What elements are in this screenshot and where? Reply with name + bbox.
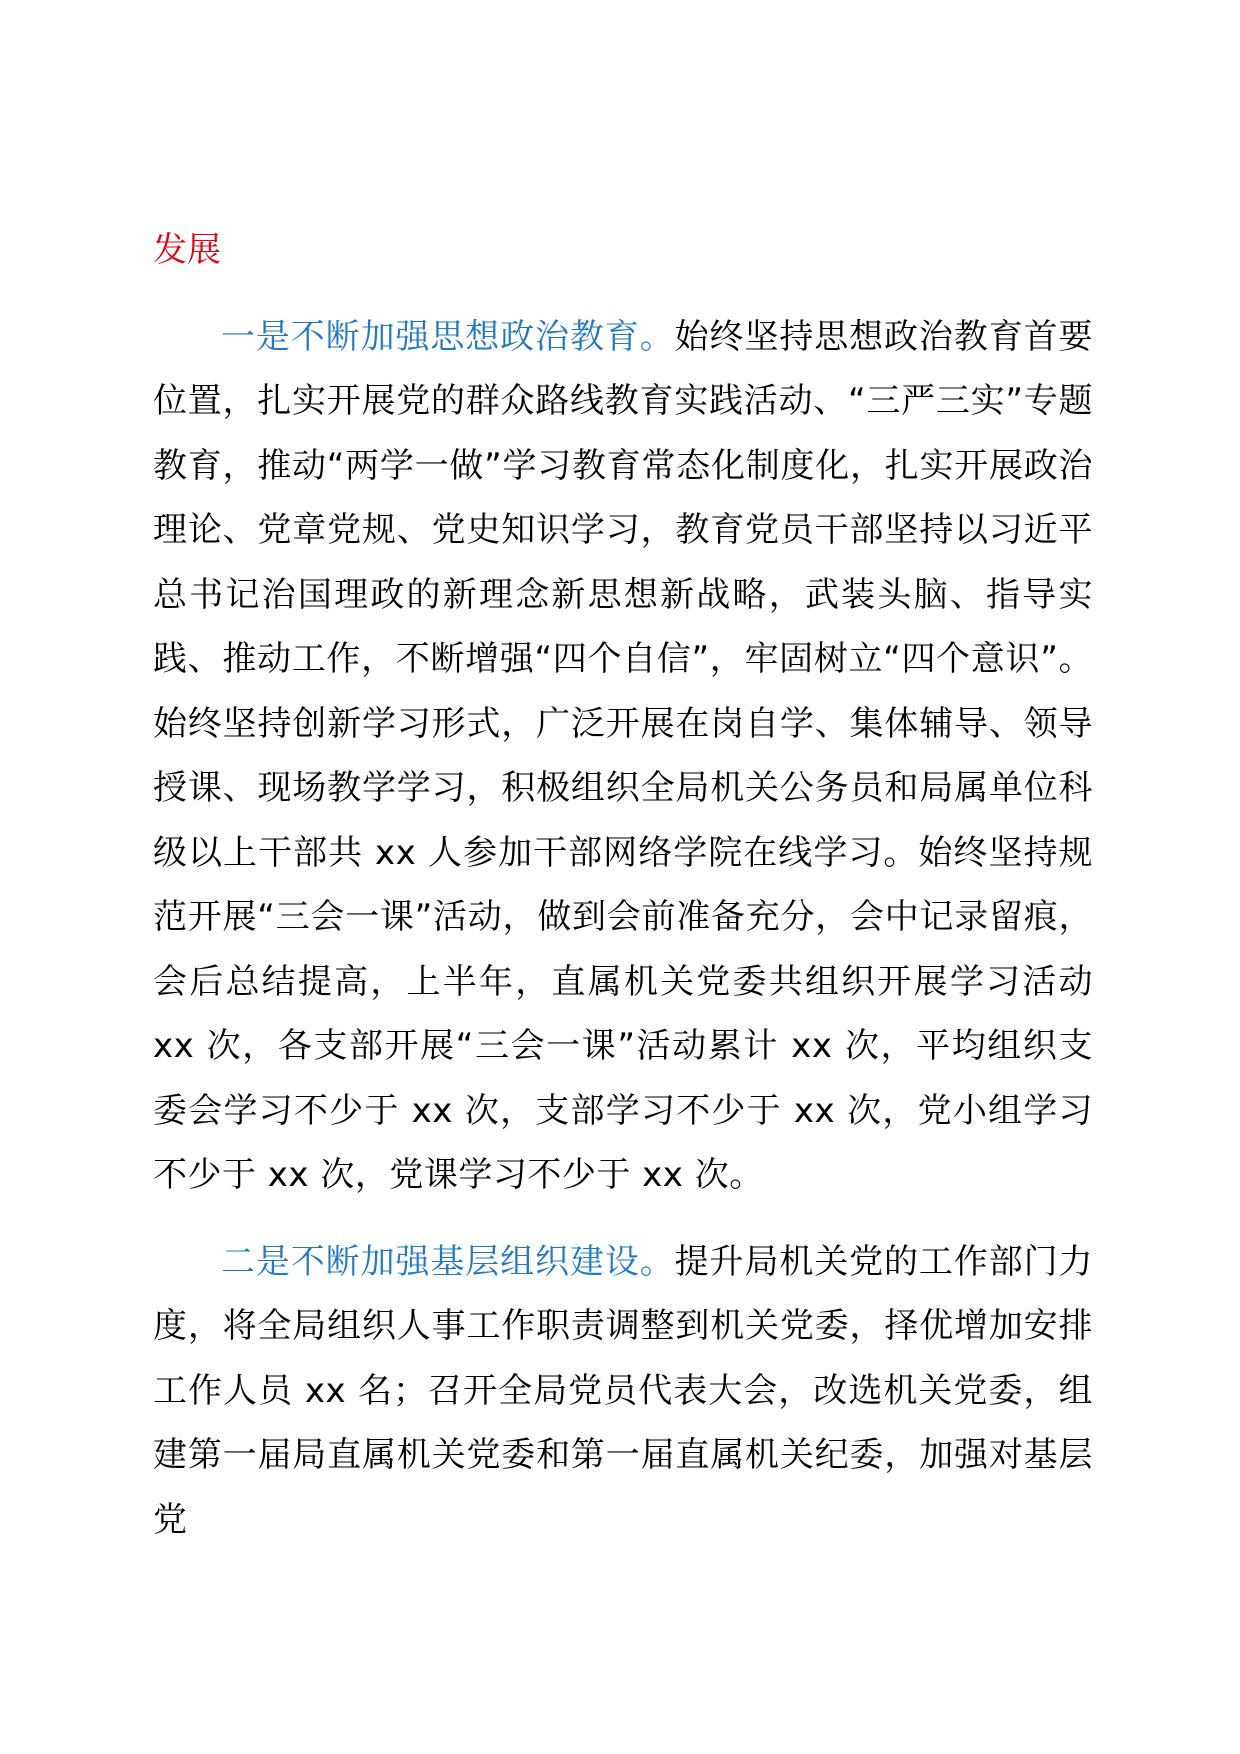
document-body [153, 218, 1093, 1574]
paragraph-2-lead: 二是不断加强基层组织建设。 [221, 1241, 675, 1282]
paragraph-1-lead: 一是不断加强思想政治教育。 [221, 316, 675, 357]
paragraph-2-text: 提升局机关党的工作部门力度，将全局组织人事工作职责调整到机关党委，择优增加安排工作人员 xx 名；召开全局党员代表大会，改选机关党委，组建第一届局直属机关党委和第一届直属机关纪委，加强对基层党 [153, 1241, 1094, 1540]
section-heading: 发展 [153, 230, 221, 270]
paragraph-1 [153, 305, 1093, 1208]
paragraph-2 [153, 1230, 1093, 1553]
paragraph-1-text: 始终坚持思想政治教育首要位置，扎实开展党的群众路线教育实践活动、“三严三实”专题教育，推动“两学一做”学习教育常态化制度化，扎实开展政治理论、党章党规、党史知识学习，教育党员干部坚持以习近平总书记治国理政的新理念新思想新战略，武装头脑、指导实践、推动工作，不断增强“四个自信”，牢固树立“四个意识”。始终坚持创新学习形式，广泛开展在岗自学、集体辅导、领导授课、现场教学学习，积极组织全局机关公务员和局属单位科级以上干部共 xx 人参加干部网络学院在线学习。始终坚持规范开展“三会一课”活动，做到会前准备充分，会中记录留痕，会后总结提高，上半年，直属机关党委共组织开展学习活动 xx 次，各支部开展“三会一课”活动累计 xx 次，平均组织支委会学习不少于 xx 次，支部学习不少于 xx 次，党小组学习不少于 xx 次，党课学习不少于 xx 次。 [153, 316, 1094, 1195]
